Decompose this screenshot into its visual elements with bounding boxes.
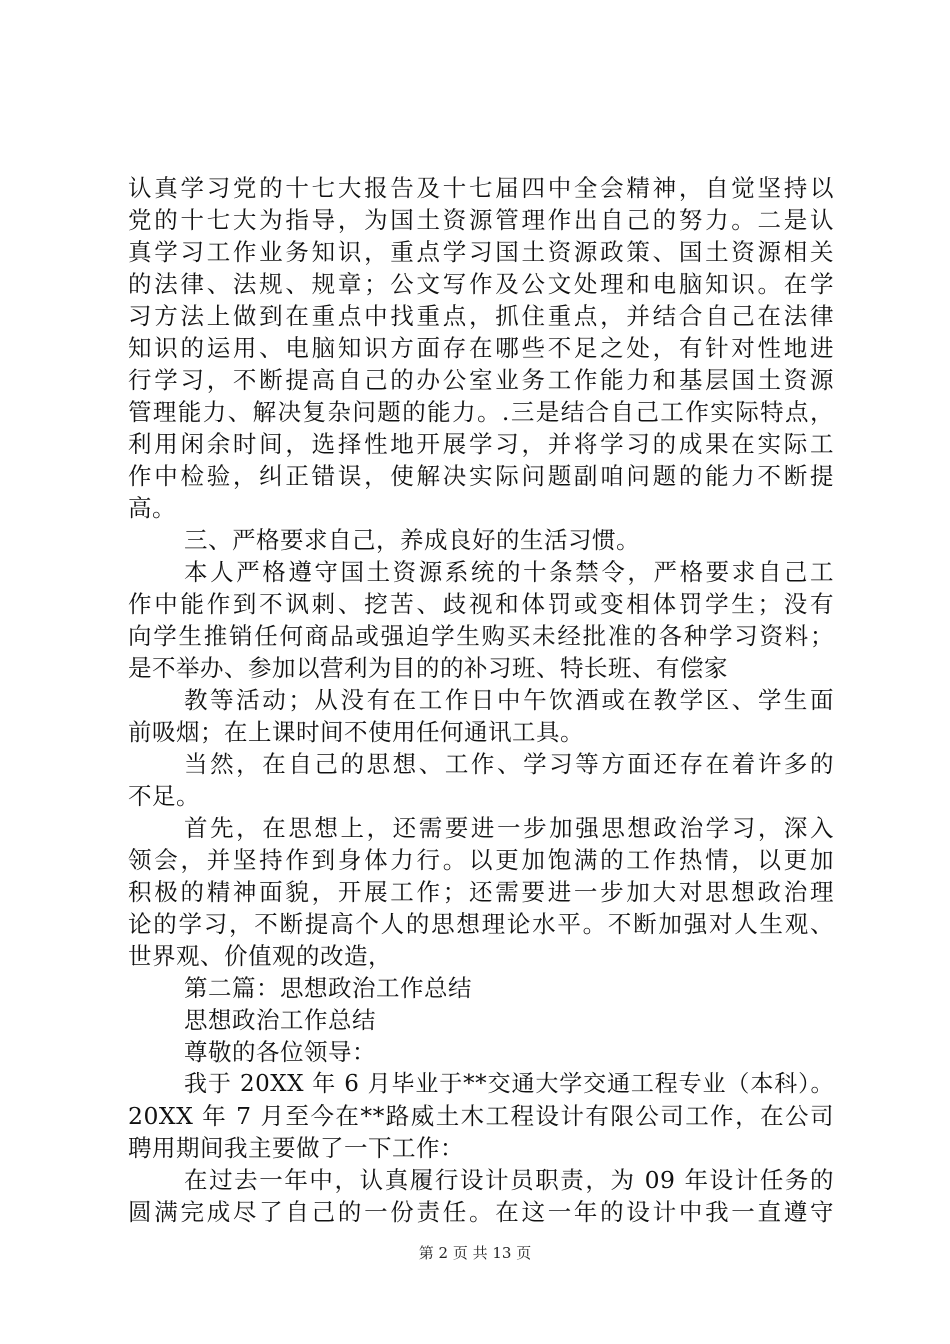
- text-line: 前吸烟；在上课时间不使用任何通讯工具。: [128, 718, 584, 746]
- text-line: 领会，并坚持作到身体力行。以更加饱满的工作热情，以更加: [128, 846, 834, 874]
- text-line: 知识的运用、电脑知识方面存在哪些不足之处，有针对性地进: [128, 334, 834, 362]
- text-line: 世界观、价值观的改造，: [128, 942, 392, 970]
- text-line: 我于 20XX 年 6 月毕业于**交通大学交通工程专业（本科）。: [184, 1071, 834, 1097]
- text-line: 认真学习党的十七大报告及十七届四中全会精神，自觉坚持以: [128, 174, 834, 202]
- page-footer: 第 2 页 共 13 页: [418, 1244, 532, 1262]
- document-body: [128, 172, 834, 1228]
- text-line: 党的十七大为指导，为国土资源管理作出自己的努力。二是认: [128, 206, 834, 234]
- text-line: 管理能力、解决复杂问题的能力。.三是结合自己工作实际特点，: [128, 398, 834, 426]
- text-line: 本人严格遵守国土资源系统的十条禁令，严格要求自己工: [184, 558, 834, 586]
- text-line: 真学习工作业务知识，重点学习国土资源政策、国土资源相关: [128, 238, 834, 266]
- text-line: 聘用期间我主要做了一下工作：: [128, 1134, 464, 1162]
- text-line: 首先，在思想上，还需要进一步加强思想政治学习，深入: [184, 814, 834, 842]
- text-line: 是不举办、参加以营利为目的的补习班、特长班、有偿家: [128, 654, 728, 682]
- text-line: 不足。: [128, 782, 200, 810]
- text-line: 向学生推销任何商品或强迫学生购买未经批准的各种学习资料；: [128, 622, 834, 650]
- text-line: 习方法上做到在重点中找重点，抓住重点，并结合自己在法律: [128, 302, 834, 330]
- text-line: 利用闲余时间，选择性地开展学习，并将学习的成果在实际工: [128, 430, 834, 458]
- text-line: 三、严格要求自己，养成良好的生活习惯。: [184, 526, 640, 554]
- text-line: 论的学习，不断提高个人的思想理论水平。不断加强对人生观、: [128, 910, 834, 938]
- text-line: 作中检验，纠正错误，使解决实际问题副咱问题的能力不断提: [128, 462, 834, 490]
- text-line: 行学习，不断提高自己的办公室业务工作能力和基层国土资源: [128, 366, 834, 394]
- text-line: 尊敬的各位领导：: [184, 1038, 376, 1066]
- text-line: 当然，在自己的思想、工作、学习等方面还存在着许多的: [184, 750, 834, 778]
- text-line: 高。: [128, 494, 176, 522]
- text-line: 第二篇：思想政治工作总结: [184, 974, 472, 1002]
- text-line: 思想政治工作总结: [184, 1006, 376, 1034]
- text-line: 教等活动；从没有在工作日中午饮酒或在教学区、学生面: [184, 686, 834, 714]
- text-line: 作中能作到不讽刺、挖苦、歧视和体罚或变相体罚学生；没有: [128, 590, 834, 618]
- text-line: 圆满完成尽了自己的一份责任。在这一年的设计中我一直遵守: [128, 1198, 834, 1226]
- text-line: 20XX 年 7 月至今在**路威土木工程设计有限公司工作，在公司: [128, 1102, 834, 1130]
- text-line: 积极的精神面貌，开展工作；还需要进一步加大对思想政治理: [128, 878, 834, 906]
- text-line: 的法律、法规、规章；公文写作及公文处理和电脑知识。在学: [128, 270, 834, 298]
- text-line: 在过去一年中，认真履行设计员职责，为 09 年设计任务的: [184, 1166, 834, 1194]
